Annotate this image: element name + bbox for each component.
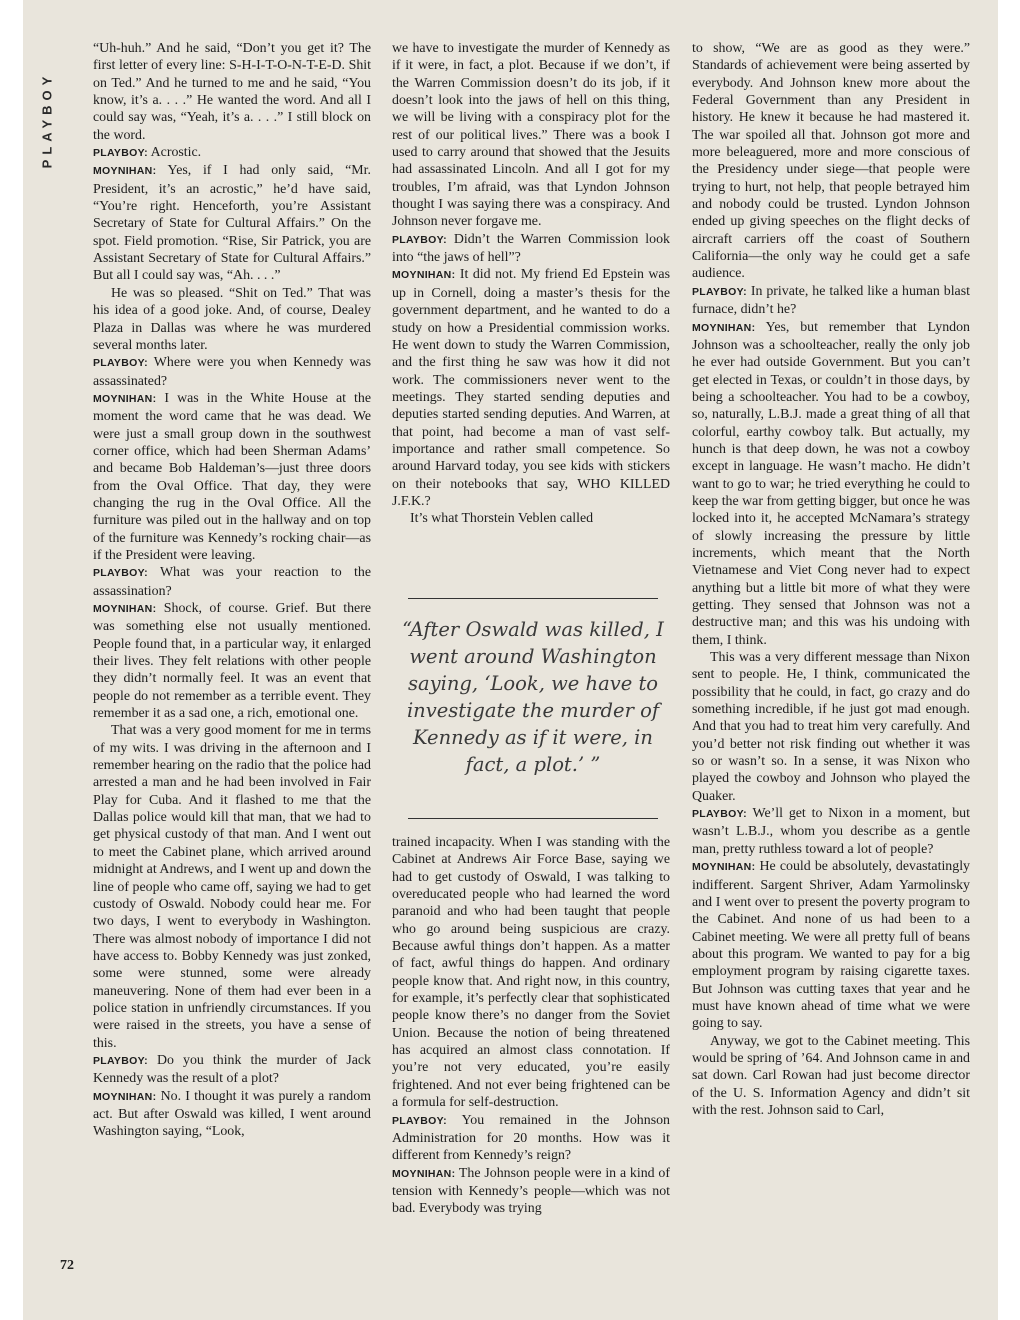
speaker-label: PLAYBOY: — [93, 1054, 148, 1067]
paragraph — [692, 319, 970, 650]
paragraph — [93, 722, 371, 1052]
speaker-label: MOYNIHAN: — [93, 603, 157, 615]
paragraph — [692, 1033, 970, 1120]
pull-quote: “After Oswald was killed, I went around Washington saying, ‘Look, we have to investigate the murder of Kennedy as if it were, in fact, a plot.’ ” — [402, 618, 664, 776]
pull-quote-bottom-rule — [408, 818, 658, 819]
paragraph — [93, 1088, 371, 1141]
paragraph-text: He was so pleased. “Shit on Ted.” That was his idea of a good joke. And, of course, Dealey Plaza in Dallas was where he was murdered several months later. — [93, 285, 371, 353]
paragraph-text: The Johnson people were in a kind of tension with Kennedy’s people—which was not bad. Everybody was trying — [392, 1165, 670, 1217]
paragraph — [93, 40, 371, 144]
speaker-label: PLAYBOY: — [93, 357, 148, 370]
paragraph-text: You remained in the Johnson Administration for 20 months. How was it different from Kennedy’s reign? — [392, 1112, 670, 1164]
speaker-label: MOYNIHAN: — [692, 321, 756, 334]
paragraph-text: It did not. My friend Ed Epstein was up in Cornell, doing a master’s thesis for the government department, and he wanted to do a study on how a Presidential commission works. He went down to study the Warren Commission, and the first thing he saw was how it did not work. The commissioners never went to the meetings. They started sending deputies and deputies started sending deputies. And Warren, at that point, had become a man of vast self-importance and rather small competence. So around Harvard today, you see kids with stickers on their notebooks that say, WHO KILLED J.F.K.? — [392, 267, 670, 509]
paragraph — [692, 805, 970, 858]
speaker-label: MOYNIHAN: — [93, 165, 157, 178]
speaker-label: MOYNIHAN: — [93, 1090, 157, 1103]
paragraph-text: We’ll get to Nixon in a moment, but wasn’t L.B.J., whom you describe as a gentle man, pretty ruthless toward a lot of people? — [692, 806, 970, 857]
paragraph-text: Yes, if I had only said, “Mr. President, it’s an acrostic,” he’d have said, “You’re right. Henceforth, you’re Assistant Secretary of State for Cultural Affairs.” On the spot. Field promotion. “Rise, Sir Patrick, you are Assistant Secretary of State for Cultural Affairs.” But all I could say was, “Ah. . . .” — [93, 163, 371, 284]
paragraph-text: It’s what Thorstein Veblen called — [410, 511, 594, 527]
magazine-title-text: PLAYBOY — [39, 71, 55, 169]
paragraph-text: “Uh-huh.” And he said, “Don’t you get it? The first letter of every line: S-H-I-T-O-N-T-E-D. Shit on Ted.” And he turned to me and he said, “You know, it’s a. . . .” He wanted the word. And all I could say was, “Yeah, it’s a. . . .” I still block on the word. — [93, 41, 371, 143]
speaker-label: PLAYBOY: — [392, 233, 447, 246]
paragraph — [692, 283, 970, 319]
magazine-title — [35, 40, 59, 200]
paragraph-text: Anyway, we got to the Cabinet meeting. This would be spring of ’64. And Johnson came in and sat down. Carl Rowan had just become director of the U. S. Information Agency and didn’t sit with the rest. Johnson said to Carl, — [692, 1033, 970, 1118]
paragraph-text: He could be absolutely, devastatingly indifferent. Sargent Shriver, Adam Yarmolinsky and I went over to present the poverty program to the Cabinet. And none of us had been to a Cabinet meeting. We were all pretty full of beans about this program. We wanted to pay for a big employment program by raising cigarette taxes. But Johnson was cutting taxes that year and he must have known ahead of time what we were going to say. — [692, 859, 970, 1032]
paragraph — [93, 162, 371, 284]
speaker-label: PLAYBOY: — [93, 567, 148, 580]
paragraph — [392, 510, 670, 527]
speaker-label: PLAYBOY: — [93, 147, 148, 160]
paragraph-text: Do you think the murder of Jack Kennedy was the result of a plot? — [93, 1052, 371, 1087]
paragraph — [93, 285, 371, 354]
text-column-1 — [93, 40, 371, 1280]
paragraph-text: to show, “We are as good as they were.” Standards of achievement were being asserted by everybody. And Johnson knew more about the Federal Government than any President in history. He knew it because he had mastered it. The war spoiled all that. Johnson got more and more beleaguered, more and more conscious of the Presidency under siege—that people were trying to hurt, not help, that people betrayed him and nobody could be trusted. Lyndon Johnson ended up giving speeches on the flight decks of aircraft carriers off the coast of Southern California—the only way he could get a safe audience. — [692, 41, 970, 282]
speaker-label: MOYNIHAN: — [93, 392, 157, 405]
paragraph-text: In private, he talked like a human blast furnace, didn’t he? — [692, 283, 970, 318]
paragraph — [93, 564, 371, 600]
paragraph — [392, 1112, 670, 1165]
paragraph — [392, 266, 670, 510]
text-column-2-lower — [392, 834, 670, 1274]
page-number: 72 — [60, 1258, 74, 1273]
paragraph — [93, 390, 371, 564]
paragraph — [392, 40, 670, 231]
paragraph — [93, 600, 371, 722]
speaker-label: MOYNIHAN: — [392, 269, 456, 282]
paragraph-text: Yes, but remember that Lyndon Johnson was a schoolteacher, really the only job he ever had outside Government. But you can’t get elected in Texas, or couldn’t in those days, by being a schoolteacher. You had to be a cowboy, so, naturally, L.B.J. made a great thing of all that colorful, earthy cowboy talk. But actually, my hunch is that deep down, he was not a cowboy except in language. He wasn’t macho. He didn’t want to go to war; he tried everything he could to keep the war from getting bigger, but once he was locked into it, he accepted McNamara’s strategy of slowly increasing the pressure by little increments, which meant that the North Vietnamese and Viet Cong never had to expect anything but a little bit more of what they were getting. They sensed that Johnson was not a destructive man; and this was his undoing with them, I think. — [692, 319, 970, 648]
paragraph-text: I was in the White House at the moment the word came that he was dead. We were just a small group down in the southwest corner office, which had been Sherman Adams’ and became Bob Haldeman’s—just three doors from the Oval Office. That day, they were changing the rug in the Oval Office. All the furniture was piled out in the hallway and on top of the furniture was Kennedy’s rocking chair—as if the President were leaving. — [93, 390, 371, 563]
paragraph-text: Where were you when Kennedy was assassinated? — [93, 355, 371, 389]
paragraph-text: we have to investigate the murder of Kennedy as if it were, in fact, a plot. Because if we don’t, if the Warren Commission doesn’t do its job, if it doesn’t look into the jaws of hell on this thing, we will be living with a conspiracy plot for the rest of our political lives.” There was a book I used to carry around that showed that the Jesuits had assassinated Lincoln. And all I got for my troubles, I’m afraid, was that Lyndon Johnson thought I was saying there was a conspiracy. And Johnson never forgave me. — [392, 41, 670, 230]
paragraph — [692, 649, 970, 805]
paragraph — [392, 834, 670, 1112]
text-column-3 — [692, 40, 970, 1280]
pull-quote-top-rule — [408, 598, 658, 599]
speaker-label: PLAYBOY: — [392, 1114, 447, 1127]
paragraph-text: trained incapacity. When I was standing with the Cabinet at Andrews Air Force Base, saying we had to get custody of Oswald, I was talking to overeducated people who had learned the word paranoid and who had been taught that people who go around being suspicious are crazy. Because awful things don’t happen. As a matter of fact, awful things do happen. And ordinary people know that. And right now, in this country, for example, it’s perfectly clear that sophisticated people know there’s no danger from the Soviet Union. Because the notion of being threatened has acquired an almost class connotation. If you’re not very educated, you’re easily frightened. And not ever being frightened can be a formula for self-destruction. — [392, 835, 670, 1111]
paragraph — [93, 144, 371, 162]
paragraph — [392, 1165, 670, 1218]
paragraph-text: Acrostic. — [147, 145, 202, 161]
speaker-label: MOYNIHAN: — [692, 861, 756, 874]
paragraph — [93, 1052, 371, 1088]
paragraph — [392, 231, 670, 267]
paragraph — [692, 858, 970, 1032]
speaker-label: MOYNIHAN: — [392, 1167, 456, 1180]
paragraph-text: What was your reaction to the assassination? — [93, 565, 371, 599]
paragraph-text: That was a very good moment for me in terms of my wits. I was driving in the afternoon and I remember hearing on the radio that the police had arrested a man and he had been involved in Fair Play for Cuba. And it flashed to me that the Dallas police would kill that man, that we had to get physical custody of that man. And I went out to meet the Cabinet plane, which arrived around midnight at Andrews, and I went up and down the line of people who came off, saying we had to get custody of Oswald. Nobody could hear me. For two days, I went to everybody in Washington. There was almost nobody of importance I did not have access to. Bobby Kennedy was just zonked, some were stunned, some were already maneuvering. None of them had ever been in a police station in unfriendly circumstances. If you were raised in the streets, you have a sense of this. — [93, 723, 371, 1051]
paragraph-text: This was a very different message than Nixon sent to people. He, I think, communicated the possibility that he could, in fact, go crazy and do something incredible, if he just got mad enough. And that you had to treat him very carefully. And you’d better not risk finding out whether it was so or wasn’t so. In a sense, it was Nixon who played the cowboy and Johnson who played the Quaker. — [692, 650, 970, 804]
paragraph-text: Shock, of course. Grief. But there was something else not usually mentioned. People found that, in a particular way, it enlarged their lives. They felt relations with other people they didn’t normally feel. It was an event that people do not remember as a terrible event. They remember it as a sad one, a rich, emotional one. — [93, 601, 371, 722]
speaker-label: PLAYBOY: — [692, 808, 747, 821]
speaker-label: PLAYBOY: — [692, 285, 747, 298]
paragraph-text: Didn’t the Warren Commission look into “the jaws of hell”? — [392, 231, 670, 266]
text-column-2 — [392, 40, 670, 610]
paragraph — [692, 40, 970, 283]
paragraph-text: No. I thought it was purely a random act. But after Oswald was killed, I went around Washington saying, “Look, — [93, 1088, 371, 1140]
paragraph — [93, 354, 371, 390]
